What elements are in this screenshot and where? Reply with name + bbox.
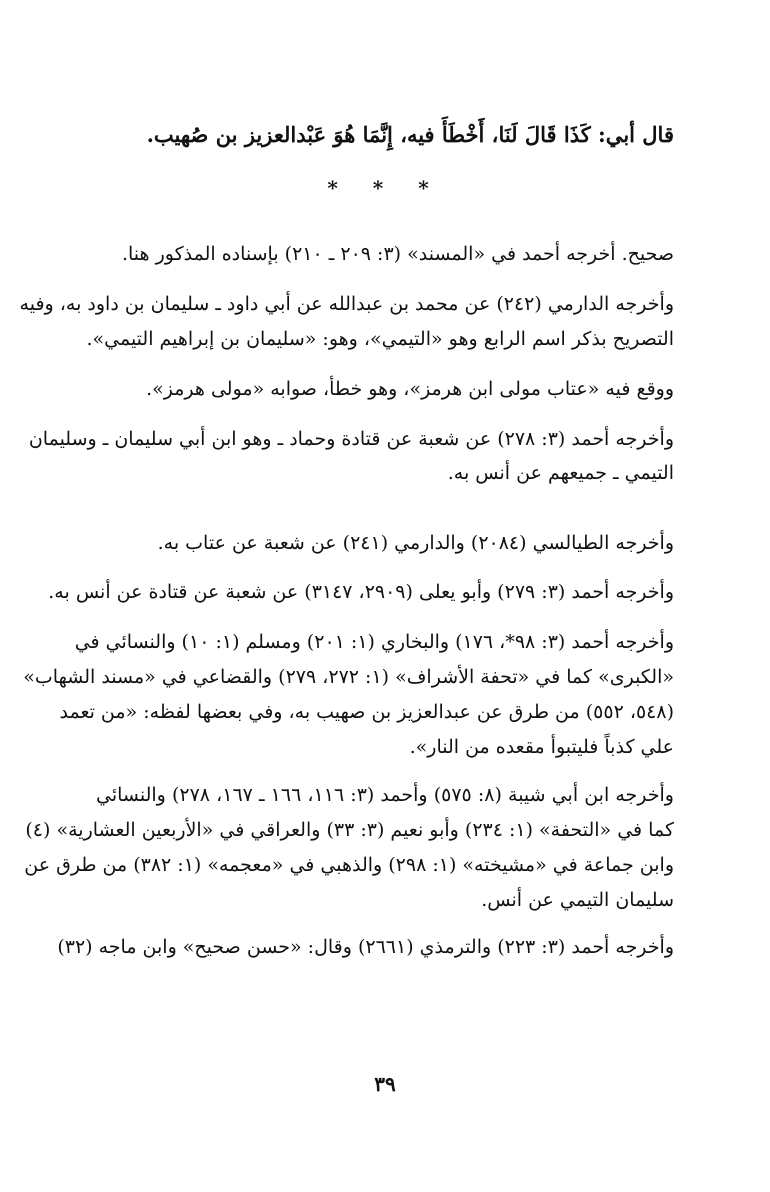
text-line: التصريح بذكر اسم الرابع وهو «التيمي»، وهو: «سليمان بن إبراهيم التيمي». xyxy=(86,328,674,350)
page-number: ٣٩ xyxy=(374,1072,396,1096)
text-line: ووقع فيه «عتاب مولى ابن هرمز»، وهو خطأ، صوابه «مولى هرمز». xyxy=(146,378,674,400)
text-line: وأخرجه ابن أبي شيبة (٨: ٥٧٥) وأحمد (٣: ١١٦، ١٦٦ ـ ١٦٧، ٢٧٨) والنسائي xyxy=(96,784,674,806)
text-line: وأخرجه الطيالسي (٢٠٨٤) والدارمي (٢٤١) عن شعبة عن عتاب به. xyxy=(157,532,674,554)
text-line: كما في «التحفة» (١: ٢٣٤) وأبو نعيم (٣: ٣٣) والعراقي في «الأربعين العشارية» (٤) xyxy=(25,819,674,841)
text-line: وأخرجه أحمد (٣: ٢٧٨) عن شعبة عن قتادة وحماد ـ وهو ابن أبي سليمان ـ وسليمان xyxy=(28,428,674,450)
text-line: وأخرجه الدارمي (٢٤٢) عن محمد بن عبدالله عن أبي داود ـ سليمان بن داود به، وفيه xyxy=(19,293,674,315)
text-line: (٥٤٨، ٥٥٢) من طرق عن عبدالعزيز بن صهيب به، وفي بعضها لفظه: «من تعمد xyxy=(59,701,674,723)
text-line: «الكبرى» كما في «تحفة الأشراف» (١: ٢٧٢، ٢٧٩) والقضاعي في «مسند الشهاب» xyxy=(23,666,674,688)
text-line: صحيح. أخرجه أحمد في «المسند» (٣: ٢٠٩ ـ ٢١٠) بإسناده المذكور هنا. xyxy=(121,243,674,265)
text-line: وأخرجه أحمد (٣: ٢٧٩) وأبو يعلى (٢٩٠٩، ٣١٤٧) عن شعبة عن قتادة عن أنس به. xyxy=(48,581,674,603)
text-line: وأخرجه أحمد (٣: ٩٨*، ١٧٦) والبخاري (١: ٢٠١) ومسلم (١: ١٠) والنسائي في xyxy=(74,631,674,653)
text-line: التيمي ـ جميعهم عن أنس به. xyxy=(447,462,674,484)
text-line: سليمان التيمي عن أنس. xyxy=(481,889,674,911)
opening-statement: قال أبي: كَذَا قَالَ لَنَا، أَخْطَأَ فيه، إِنَّمَا هُوَ عَبْدالعزيز بن صُهيب. xyxy=(146,122,674,147)
text-line: وأخرجه أحمد (٣: ٢٢٣) والترمذي (٢٦٦١) وقال: «حسن صحيح» وابن ماجه (٣٢) xyxy=(57,936,674,958)
text-line: علي كذباً فليتبوأ مقعده من النار». xyxy=(409,736,674,758)
section-separator: * * * xyxy=(327,176,443,200)
text-line: وابن جماعة في «مشيخته» (١: ٢٩٨) والذهبي في «معجمه» (١: ٣٨٢) من طرق عن xyxy=(24,854,674,876)
